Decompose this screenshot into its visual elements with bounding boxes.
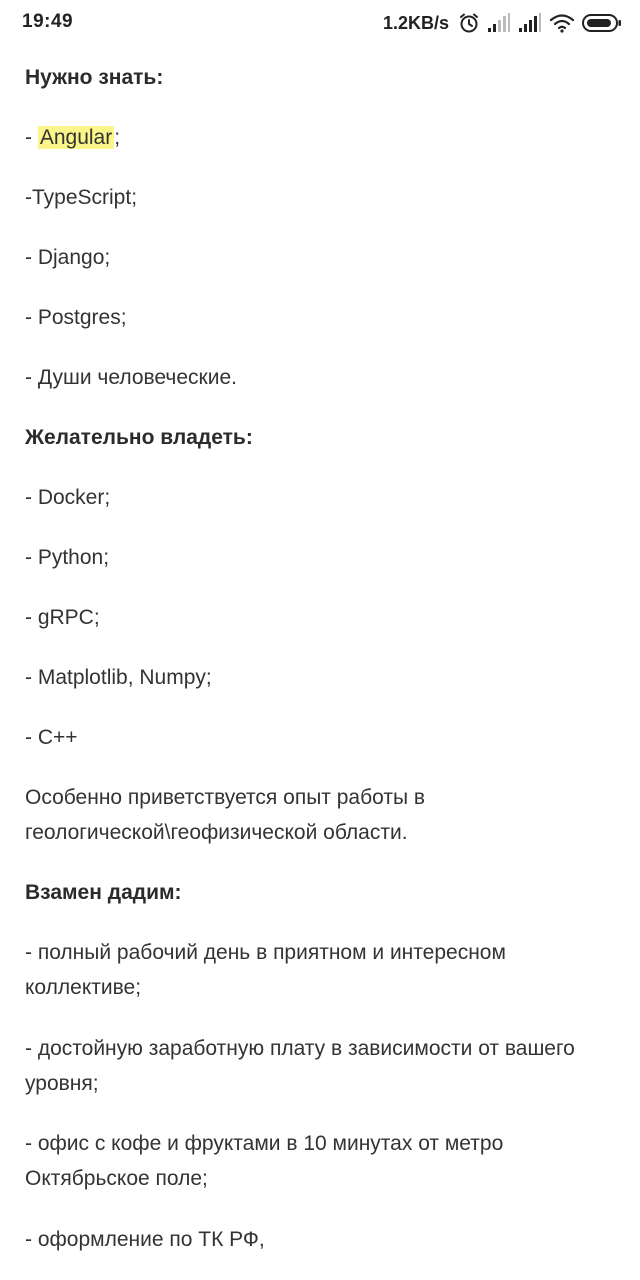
list-item: -TypeScript;: [25, 186, 138, 209]
section-heading-offer: Взамен дадим:: [25, 881, 182, 904]
list-item: - Docker;: [25, 486, 111, 509]
list-item: - достойную заработную плату в зависимости от вашего уровня;: [25, 1037, 575, 1095]
list-item-angular: [25, 120, 615, 155]
status-time: 19:49: [22, 11, 74, 32]
list-item: - gRPC;: [25, 606, 100, 629]
list-suffix: ;: [114, 126, 121, 149]
list-prefix: -: [25, 126, 38, 149]
list-item: - Python;: [25, 546, 110, 569]
list-item: - C++: [25, 726, 78, 749]
list-item: - Postgres;: [25, 306, 127, 329]
list-item: - оформление по ТК РФ,: [25, 1228, 265, 1251]
network-speed: 1.2KB/s: [382, 12, 449, 33]
section-heading-desired: Желательно владеть:: [25, 426, 253, 449]
list-item: - полный рабочий день в приятном и интересном коллективе;: [25, 941, 506, 999]
highlighted-word: Angular: [39, 126, 113, 149]
list-item: - Matplotlib, Numpy;: [25, 666, 212, 689]
experience-note: Особенно приветствуется опыт работы в геологической\геофизической области.: [25, 786, 426, 844]
list-item: - офис с кофе и фруктами в 10 минутах от метро Октябрьское поле;: [25, 1132, 504, 1190]
list-item: - Django;: [25, 246, 111, 269]
section-heading-required: Нужно знать:: [25, 66, 164, 89]
list-item: - Души человеческие.: [25, 366, 237, 389]
